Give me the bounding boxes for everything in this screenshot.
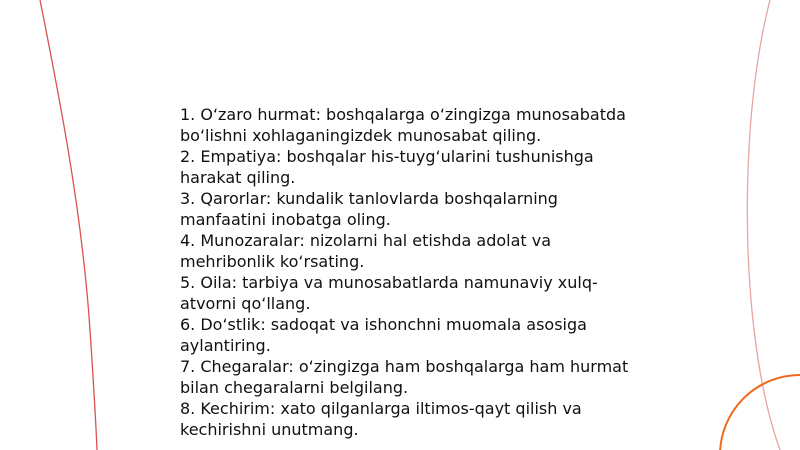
list-item: 1. O‘zaro hurmat: boshqalarga o‘zingizga munosabatda bo‘lishni xohlaganingizdek munosabat qiling. (180, 105, 626, 145)
left-arc-decoration (40, 0, 97, 450)
right-arc-decoration (747, 0, 780, 450)
list-item: 8. Kechirim: xato qilganlarga iltimos-qayt qilish va kechirishni unutmang. (180, 399, 582, 439)
list-item: 6. Do‘stlik: sadoqat va ishonchni muomala asosiga aylantiring. (180, 315, 587, 355)
list-item: 2. Empatiya: boshqalar his-tuyg‘ularini tushunishga harakat qiling. (180, 147, 594, 187)
list-item: 3. Qarorlar: kundalik tanlovlarda boshqalarning manfaatini inobatga oling. (180, 189, 558, 229)
list-item: 7. Chegaralar: o‘zingizga ham boshqalarga ham hurmat bilan chegaralarni belgilang. (180, 357, 629, 397)
list-item: 5. Oila: tarbiya va munosabatlarda namunaviy xulq-atvorni qo‘llang. (180, 273, 598, 313)
principles-list (180, 104, 630, 440)
orange-circle-decoration (720, 375, 800, 450)
list-item: 4. Munozaralar: nizolarni hal etishda adolat va mehribonlik ko‘rsating. (180, 231, 552, 271)
